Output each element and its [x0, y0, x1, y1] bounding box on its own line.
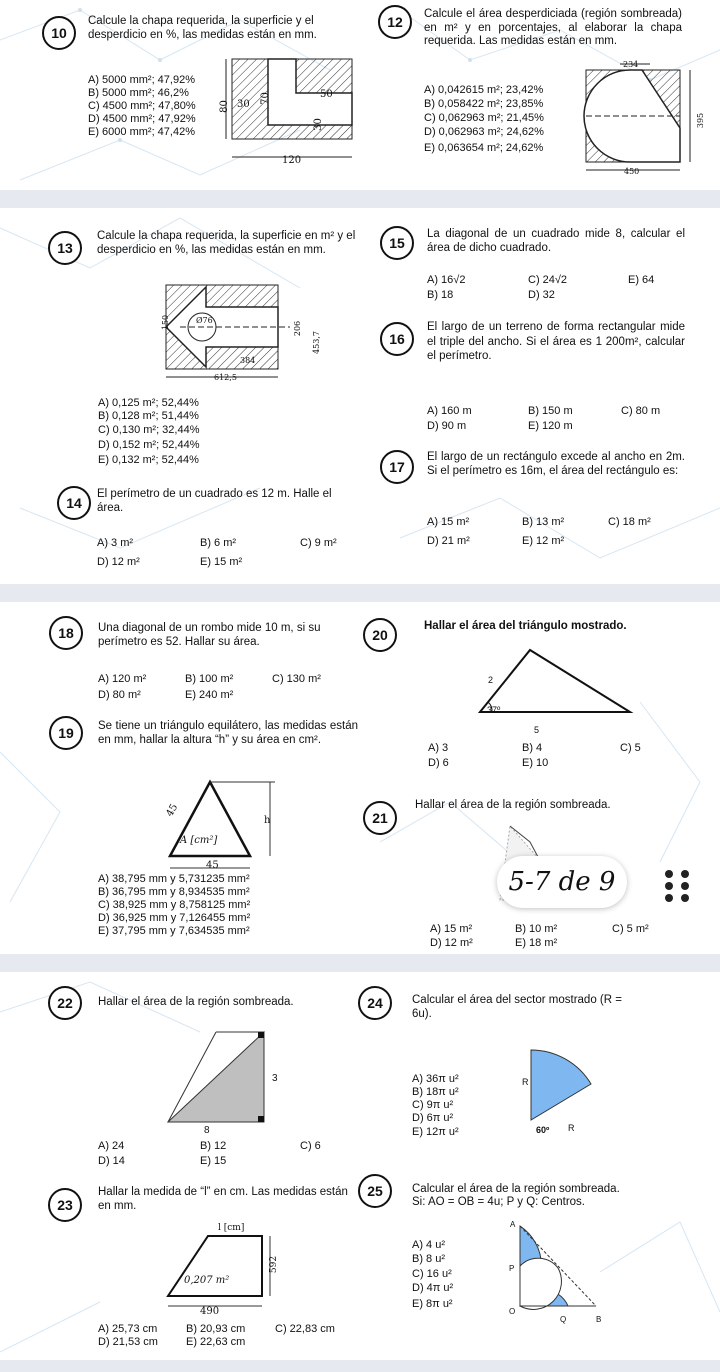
question-number-10: 10: [42, 16, 76, 50]
q16-option-a: A) 160 m: [427, 405, 472, 417]
question-21-text: Hallar el área de la región sombreada.: [415, 799, 611, 811]
q19-option-b: B) 36,795 mm y 8,934535 mm²: [98, 886, 250, 898]
q16-option-b: B) 150 m: [528, 405, 573, 417]
q13-option-b: B) 0,128 m²; 51,44%: [98, 410, 199, 422]
q24-radius-label-1: R: [522, 1077, 529, 1087]
question-22-text: Hallar el área de la región sombreada.: [98, 996, 294, 1008]
question-number-25: 25: [358, 1174, 392, 1208]
question-number-18: 18: [49, 616, 83, 650]
q22-base-label: 8: [204, 1125, 210, 1136]
q23-option-e: E) 22,63 cm: [186, 1336, 246, 1348]
q12-dim-right: 395: [696, 112, 706, 129]
q14-option-b: B) 6 m²: [200, 537, 237, 549]
q25-label-a: A: [510, 1220, 516, 1229]
question-13-text: Calcule la chapa requerida, la superficie en m² y el desperdicio en %, las medidas están en mm.: [97, 230, 356, 256]
q18-option-e: E) 240 m²: [185, 689, 234, 701]
question-number-17: 17: [380, 450, 414, 484]
q13-dim-inner: 384: [240, 356, 256, 365]
q25-semicircles-figure: [510, 1216, 600, 1316]
q13-dim-right1: 206: [293, 320, 303, 337]
question-number-20: 20: [363, 618, 397, 652]
q10-dim-30a: 30: [237, 99, 250, 110]
q20-option-a: A) 3: [428, 742, 449, 754]
q14-option-c: C) 9 m²: [300, 537, 337, 549]
q13-option-c: C) 0,130 m²; 32,44%: [98, 424, 200, 436]
q24-angle-label: 60º: [536, 1125, 550, 1135]
q10-option-b: B) 5000 mm²; 46,2%: [88, 87, 189, 99]
q10-dim-70: 70: [259, 92, 271, 105]
q24-radius-label-2: R: [568, 1123, 575, 1133]
q17-option-e: E) 12 m²: [522, 535, 565, 547]
q18-option-b: B) 100 m²: [185, 673, 234, 685]
q12-option-a: A) 0,042615 m²; 23,42%: [424, 84, 544, 96]
q24-option-b: B) 18π u²: [412, 1086, 459, 1098]
q12-figure: [580, 58, 700, 178]
question-number-22: 22: [48, 986, 82, 1020]
q17-option-c: C) 18 m²: [608, 516, 651, 528]
question-25-condition: Si: AO = OB = 4u; P y Q: Centros.: [412, 1196, 586, 1208]
q22-option-a: A) 24: [98, 1140, 125, 1152]
q17-option-b: B) 13 m²: [522, 516, 565, 528]
q24-option-c: C) 9π u²: [412, 1099, 454, 1111]
q14-option-d: D) 12 m²: [97, 556, 140, 568]
q23-option-d: D) 21,53 cm: [98, 1336, 158, 1348]
q20-option-d: D) 6: [428, 757, 449, 769]
question-14-text: El perímetro de un cuadrado es 12 m. Halle el área.: [97, 488, 332, 514]
q24-option-d: D) 6π u²: [412, 1112, 454, 1124]
question-19-text: Se tiene un triángulo equilátero, las medidas están en mm, hallar la altura “h” y su área en cm².: [98, 720, 358, 746]
q25-label-q: Q: [560, 1315, 567, 1324]
q18-option-c: C) 130 m²: [272, 673, 321, 685]
q15-option-a: A) 16√2: [427, 274, 466, 286]
q18-option-a: A) 120 m²: [98, 673, 147, 685]
q19-option-e: E) 37,795 mm y 7,634535 mm²: [98, 925, 250, 937]
q22-figure: [160, 1028, 280, 1138]
q10-dim-120: 120: [282, 155, 302, 166]
page-separator: [0, 954, 720, 972]
q24-option-e: E) 12π u²: [412, 1126, 459, 1138]
q15-option-b: B) 18: [427, 289, 454, 301]
q10-option-a: A) 5000 mm²; 47,92%: [88, 74, 195, 86]
q17-option-d: D) 21 m²: [427, 535, 470, 547]
q23-area-label: 0,207 m²: [184, 1275, 230, 1286]
q12-option-d: D) 0,062963 m²; 24,62%: [424, 126, 544, 138]
q10-option-d: D) 4500 mm²; 47,92%: [88, 113, 196, 125]
question-10-text: Calcule la chapa requerida, la superficie y el desperdicio en %, las medidas están en mm.: [88, 15, 317, 41]
question-number-21: 21: [363, 801, 397, 835]
q13-option-a: A) 0,125 m²; 52,44%: [98, 397, 199, 409]
q25-option-e: E) 8π u²: [412, 1298, 453, 1310]
question-20-text: Hallar el área del triángulo mostrado.: [424, 620, 627, 632]
q10-dim-80: 80: [218, 100, 230, 113]
q13-option-e: E) 0,132 m²; 52,44%: [98, 454, 199, 466]
q21-option-b: B) 10 m²: [515, 923, 558, 935]
q22-option-c: C) 6: [300, 1140, 321, 1152]
q23-base-label: 490: [200, 1306, 220, 1317]
q22-option-b: B) 12: [200, 1140, 227, 1152]
q15-option-d: D) 32: [528, 289, 555, 301]
q16-option-d: D) 90 m: [427, 420, 467, 432]
page-section-2: [0, 208, 720, 584]
page-separator: [0, 584, 720, 602]
q12-option-c: C) 0,062963 m²; 21,45%: [424, 112, 544, 124]
q13-dim-right2: 453,7: [311, 331, 321, 354]
question-number-19: 19: [49, 716, 83, 750]
page-section-1: [0, 0, 720, 190]
q19-area-label: A [cm²]: [180, 835, 218, 846]
q19-option-a: A) 38,795 mm y 5,731235 mm²: [98, 873, 250, 885]
question-17-text: El largo de un rectángulo excede al ancho en 2m. Si el perímetro es 16m, el área del rectángulo es:: [427, 451, 685, 477]
q23-top-label: l [cm]: [218, 1223, 245, 1233]
q25-option-b: B) 8 u²: [412, 1253, 446, 1265]
q17-option-a: A) 15 m²: [427, 516, 470, 528]
question-number-23: 23: [48, 1188, 82, 1222]
question-12-text: Calcule el área desperdiciada (región sombreada) en m² y en porcentajes, al elaborar la chapa requerida. Las medidas están en mm.: [424, 8, 682, 47]
q15-option-c: C) 24√2: [528, 274, 568, 286]
q21-option-e: E) 18 m²: [515, 937, 558, 949]
q20-side-label: 2: [488, 675, 494, 685]
q16-option-c: C) 80 m: [621, 405, 661, 417]
q10-dim-30b: 30: [312, 118, 324, 131]
q23-height-label: 592: [269, 1255, 280, 1274]
q20-option-c: C) 5: [620, 742, 641, 754]
q23-option-b: B) 20,93 cm: [186, 1323, 246, 1335]
q25-label-b: B: [596, 1315, 602, 1324]
q10-dim-50: 50: [320, 89, 333, 100]
q25-option-d: D) 4π u²: [412, 1282, 454, 1294]
q15-option-e: E) 64: [628, 274, 655, 286]
question-15-text: La diagonal de un cuadrado mide 8, calcular el área de dicho cuadrado.: [427, 228, 685, 254]
q12-option-e: E) 0,063654 m²; 24,62%: [424, 142, 544, 154]
question-number-24: 24: [358, 986, 392, 1020]
q20-base-label: 5: [534, 725, 540, 735]
q16-option-e: E) 120 m: [528, 420, 573, 432]
q18-option-d: D) 80 m²: [98, 689, 141, 701]
q25-label-p: P: [509, 1264, 515, 1273]
question-number-13: 13: [48, 231, 82, 265]
q21-option-c: C) 5 m²: [612, 923, 649, 935]
q24-option-a: A) 36π u²: [412, 1073, 459, 1085]
question-number-15: 15: [380, 226, 414, 260]
q12-dim-bottom: 450: [624, 167, 640, 176]
q25-label-o: O: [509, 1307, 516, 1316]
q14-option-a: A) 3 m²: [97, 537, 134, 549]
q10-option-e: E) 6000 mm²; 47,42%: [88, 126, 195, 138]
q22-option-e: E) 15: [200, 1155, 227, 1167]
question-25-text: Calcular el área de la región sombreada.: [412, 1183, 620, 1195]
q20-angle-label: 37º: [487, 705, 501, 715]
page-counter-badge: 5-7 de 9: [497, 856, 627, 908]
question-number-14: 14: [57, 486, 91, 520]
q12-dim-top: 234: [623, 60, 639, 69]
question-16-text: El largo de un terreno de forma rectangular mide el triple del ancho. Si el área es 1 200m², calcular el perímetro.: [427, 321, 685, 362]
question-number-12: 12: [378, 5, 412, 39]
q25-option-c: C) 16 u²: [412, 1268, 452, 1280]
question-18-text: Una diagonal de un rombo mide 10 m, si su perímetro es 52. Hallar su área.: [98, 622, 321, 648]
q19-base-label: 45: [206, 860, 219, 871]
q14-option-e: E) 15 m²: [200, 556, 243, 568]
q25-option-a: A) 4 u²: [412, 1239, 446, 1251]
page-section-4: [0, 972, 720, 1360]
question-24-text: Calcular el área del sector mostrado (R = 6u).: [412, 994, 622, 1020]
q12-option-b: B) 0,058422 m²; 23,85%: [424, 98, 544, 110]
q22-height-label: 3: [272, 1073, 278, 1084]
q19-option-c: C) 38,925 mm y 8,758125 mm²: [98, 899, 251, 911]
q21-option-a: A) 15 m²: [430, 923, 473, 935]
q21-option-d: D) 12 m²: [430, 937, 473, 949]
q23-option-a: A) 25,73 cm: [98, 1323, 158, 1335]
q22-option-d: D) 14: [98, 1155, 125, 1167]
question-23-text: Hallar la medida de “l” en cm. Las medidas están en mm.: [98, 1186, 348, 1212]
q20-option-e: E) 10: [522, 757, 549, 769]
q13-dim-left: 150: [161, 314, 171, 331]
q13-dim-bottom: 612,5: [214, 373, 237, 382]
q20-option-b: B) 4: [522, 742, 543, 754]
q13-dim-circle: Ø76: [196, 316, 213, 325]
q10-option-c: C) 4500 mm²; 47,80%: [88, 100, 196, 112]
q13-option-d: D) 0,152 m²; 52,44%: [98, 439, 200, 451]
q24-sector-figure: [525, 1044, 615, 1134]
q19-height-label: h: [264, 815, 271, 826]
question-number-16: 16: [380, 322, 414, 356]
q23-option-c: C) 22,83 cm: [275, 1323, 335, 1335]
q19-option-d: D) 36,925 mm y 7,126455 mm²: [98, 912, 251, 924]
drag-handle-icon[interactable]: [657, 862, 701, 906]
page-separator: [0, 190, 720, 208]
q19-side-label: 45: [164, 802, 181, 819]
